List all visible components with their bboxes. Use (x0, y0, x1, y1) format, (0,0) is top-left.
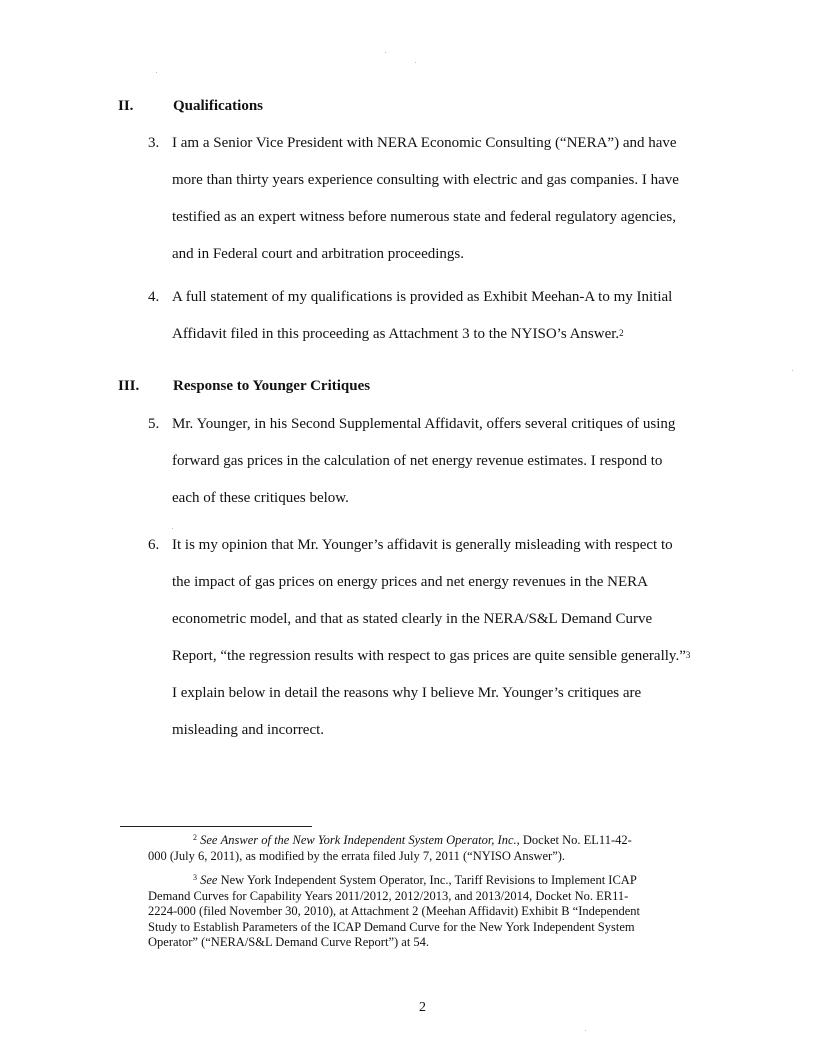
paragraph-line-with-footnote (172, 648, 690, 665)
footnote-line: Demand Curves for Capability Years 2011/2012, 2012/2013, and 2013/2014, Docket No. ER11- (148, 888, 629, 903)
paragraph-line: misleading and incorrect. (172, 722, 325, 738)
paragraph-line: the impact of gas prices on energy prices and net energy revenues in the NERA (172, 574, 648, 590)
paragraph-line: I am a Senior Vice President with NERA Economic Consulting (“NERA”) and have (172, 135, 677, 151)
footnote-citation: New York Independent System Operator, Inc., Tariff Revisions to Implement ICAP (220, 873, 637, 887)
paragraph-number: 6. (148, 537, 160, 553)
footnote-separator (120, 826, 312, 827)
footnote-mark: 3 (193, 873, 197, 882)
paragraph-line-with-footnote (172, 326, 624, 343)
paragraph-number: 4. (148, 289, 160, 305)
footnote-line (148, 833, 728, 849)
section-number: III. (118, 378, 140, 394)
paragraph-number: 3. (148, 135, 160, 151)
footnote-citation: , Docket No. EL11-42- (516, 833, 632, 847)
scan-speck (385, 52, 386, 53)
paragraph-line-text: Affidavit filed in this proceeding as Attachment 3 to the NYISO’s Answer. (172, 326, 620, 342)
section-number: II. (118, 98, 134, 114)
scan-speck (172, 528, 173, 529)
paragraph-line: and in Federal court and arbitration proceedings. (172, 246, 464, 262)
paragraph-line: A full statement of my qualifications is provided as Exhibit Meehan-A to my Initial (172, 289, 673, 305)
footnote-ref-2[interactable]: 2 (619, 328, 624, 338)
paragraph-number: 5. (148, 416, 160, 432)
paragraph-line-text: Report, “the regression results with respect to gas prices are quite sensible generally.” (172, 648, 686, 664)
paragraph-line: forward gas prices in the calculation of net energy revenue estimates. I respond to (172, 453, 663, 469)
scan-speck (585, 1030, 586, 1031)
paragraph-line: each of these critiques below. (172, 490, 349, 506)
footnote-signal: See (200, 833, 218, 847)
scan-speck (156, 72, 157, 73)
footnote-signal: See (200, 873, 218, 887)
section-title: Qualifications (173, 98, 264, 114)
footnote-citation-italic: Answer of the New York Independent System Operator, Inc. (220, 833, 517, 847)
footnote-line: 000 (July 6, 2011), as modified by the errata filed July 7, 2011 (“NYISO Answer”). (148, 848, 566, 863)
paragraph-line: It is my opinion that Mr. Younger’s affidavit is generally misleading with respect to (172, 537, 673, 553)
footnote-line (148, 873, 728, 889)
scan-speck (415, 62, 416, 63)
footnote-line: 2224-000 (filed November 30, 2010), at Attachment 2 (Meehan Affidavit) Exhibit B “Independent (148, 904, 641, 918)
paragraph-line: I explain below in detail the reasons why I believe Mr. Younger’s critiques are (172, 685, 642, 701)
page-number: 2 (419, 1000, 426, 1015)
footnote-mark: 2 (193, 833, 197, 842)
paragraph-line: more than thirty years experience consulting with electric and gas companies. I have (172, 172, 679, 188)
paragraph-line: econometric model, and that as stated clearly in the NERA/S&L Demand Curve (172, 611, 653, 627)
section-title: Response to Younger Critiques (173, 378, 371, 394)
footnote-line: Study to Establish Parameters of the ICAP Demand Curve for the New York Independent System (148, 919, 635, 934)
footnote-3 (148, 873, 728, 951)
scan-speck (792, 370, 793, 371)
paragraph-line: Mr. Younger, in his Second Supplemental Affidavit, offers several critiques of using (172, 416, 676, 432)
footnote-line: Operator” (“NERA/S&L Demand Curve Report”) at 54. (148, 935, 430, 949)
footnote-ref-3[interactable]: 3 (685, 650, 691, 660)
footnote-2 (148, 833, 728, 864)
paragraph-line: testified as an expert witness before numerous state and federal regulatory agencies, (172, 209, 676, 225)
